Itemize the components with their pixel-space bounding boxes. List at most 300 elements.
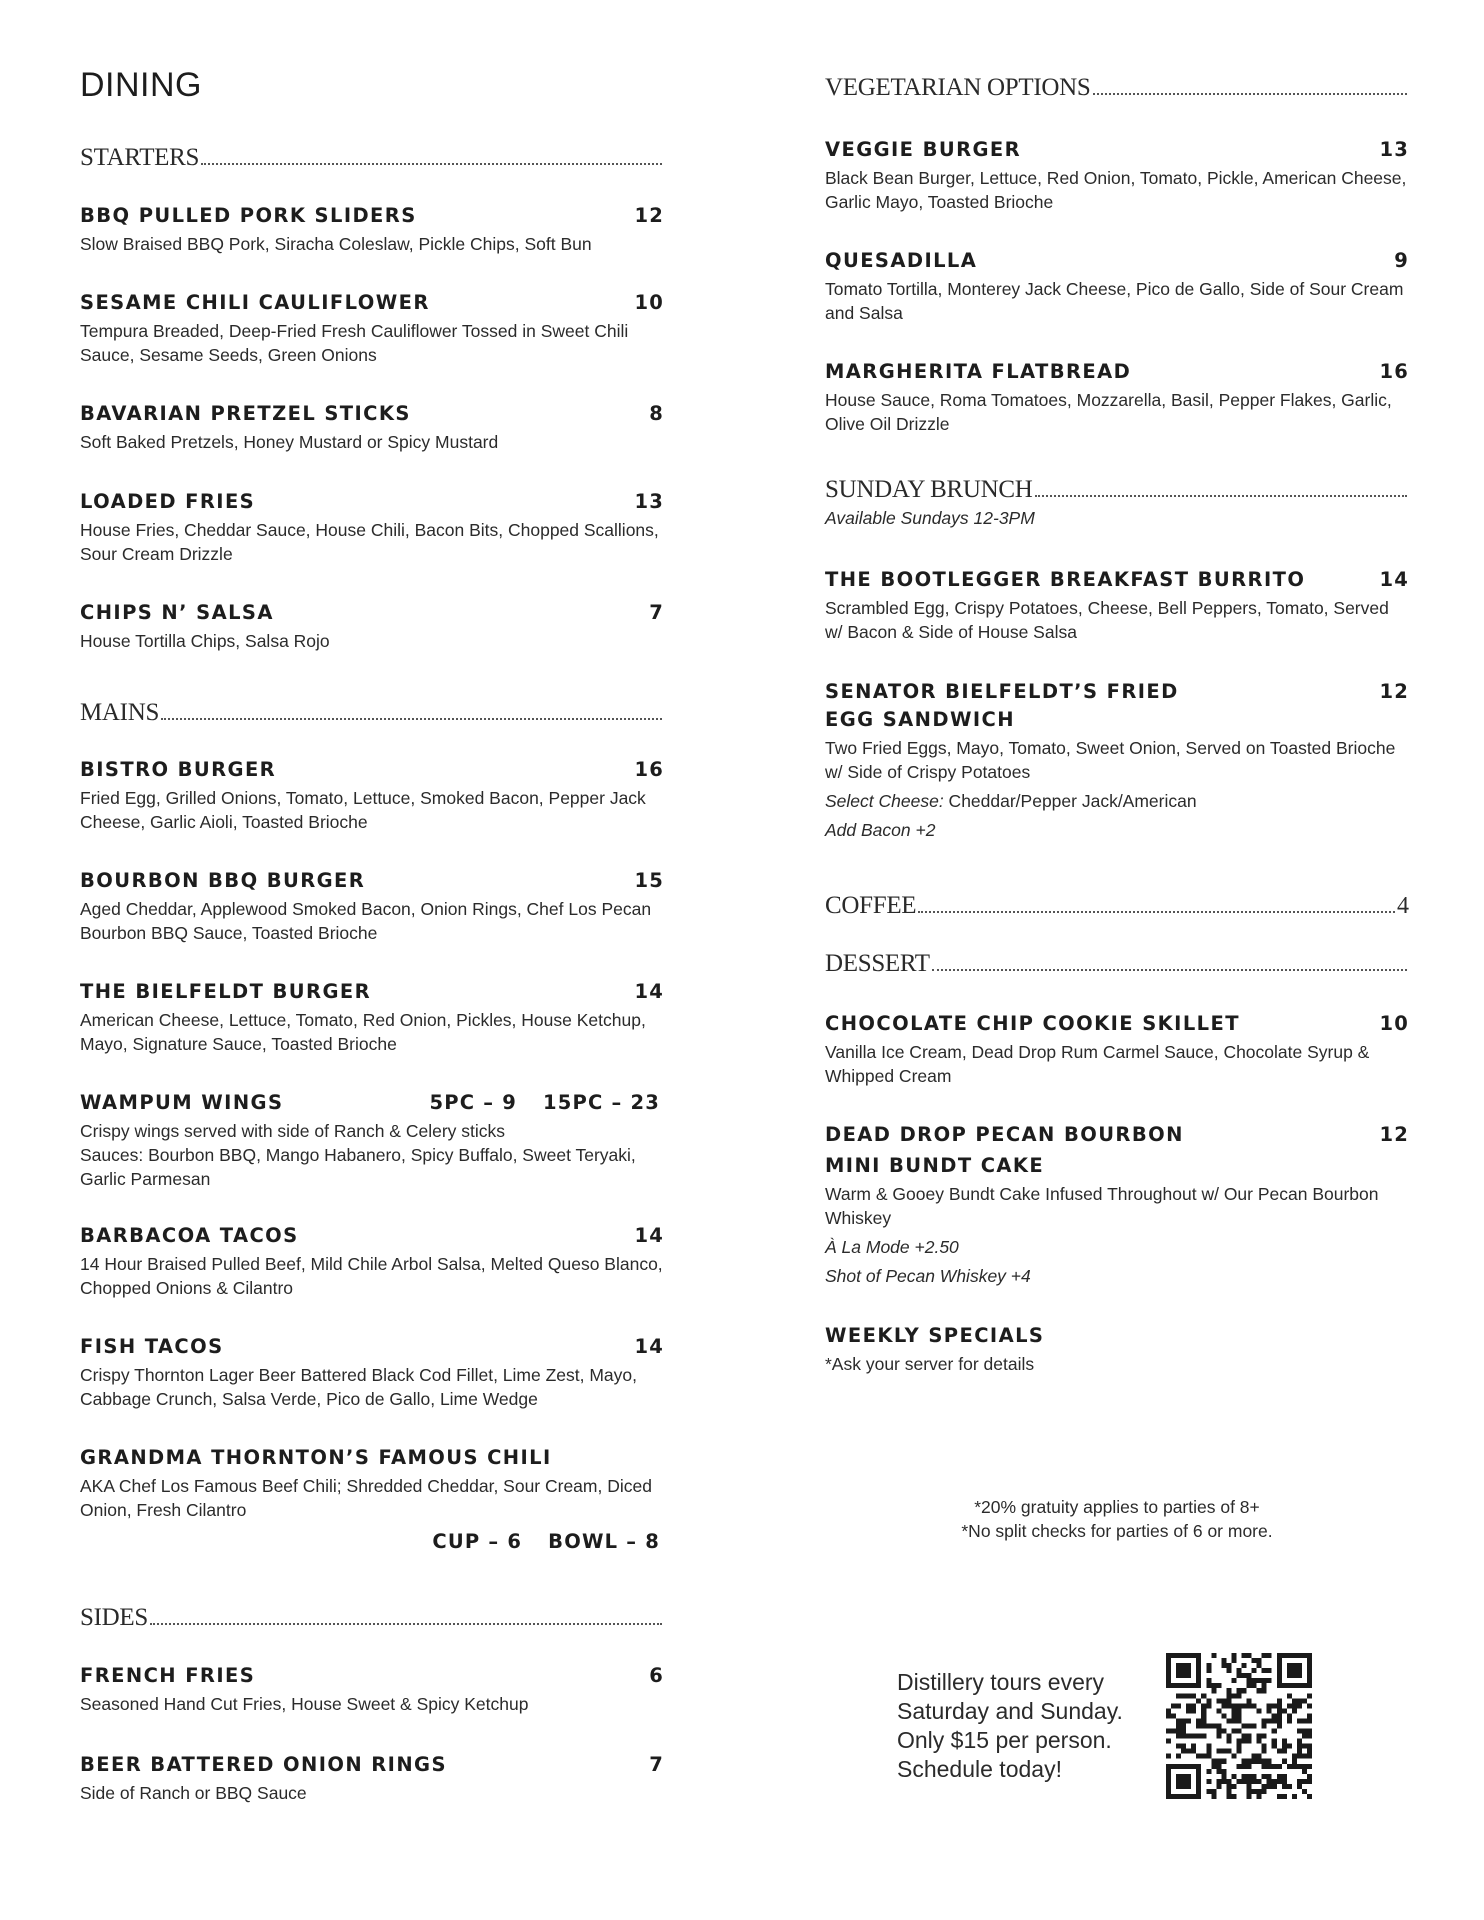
qr-module: [1216, 1779, 1221, 1784]
qr-module: [1211, 1683, 1216, 1688]
qr-module: [1171, 1729, 1176, 1734]
section-title: MAINS: [80, 699, 160, 726]
section-title: DESSERT: [825, 950, 930, 977]
item-price: 10: [634, 291, 664, 314]
qr-module: [1262, 1759, 1267, 1764]
qr-module: [1226, 1794, 1231, 1799]
brunch-availability: Available Sundays 12-3PM: [825, 508, 1035, 528]
qr-module: [1257, 1739, 1262, 1744]
qr-module: [1292, 1703, 1297, 1708]
qr-module: [1282, 1744, 1287, 1749]
qr-module: [1282, 1774, 1287, 1779]
qr-module: [1307, 1764, 1312, 1769]
qr-module: [1211, 1789, 1216, 1794]
qr-module: [1221, 1774, 1226, 1779]
qr-module: [1247, 1683, 1252, 1688]
qr-module: [1277, 1779, 1282, 1784]
qr-module: [1176, 1703, 1181, 1708]
menu-item: [825, 136, 1409, 214]
qr-module: [1211, 1688, 1216, 1693]
qr-module: [1292, 1708, 1297, 1713]
menu-item: [80, 1751, 664, 1805]
item-price: 13: [1379, 138, 1409, 161]
qr-module: [1302, 1769, 1307, 1774]
qr-module: [1221, 1698, 1226, 1703]
item-name: GRANDMA THORNTON’S FAMOUS CHILI: [80, 1446, 552, 1469]
qr-module: [1231, 1658, 1236, 1663]
qr-module: [1262, 1678, 1267, 1683]
qr-module: [1307, 1718, 1312, 1723]
qr-module: [1236, 1739, 1241, 1744]
qr-module: [1292, 1759, 1297, 1764]
qr-module: [1282, 1739, 1287, 1744]
qr-module: [1267, 1678, 1272, 1683]
qr-module: [1236, 1673, 1241, 1678]
qr-module: [1262, 1668, 1267, 1673]
leader-dots: [150, 1623, 662, 1625]
qr-module: [1226, 1739, 1231, 1744]
item-description: Side of Ranch or BBQ Sauce: [80, 1783, 307, 1803]
qr-module: [1252, 1779, 1257, 1784]
qr-module: [1206, 1749, 1211, 1754]
qr-module: [1257, 1759, 1262, 1764]
item-price: 9: [1394, 249, 1409, 272]
qr-module: [1211, 1794, 1216, 1799]
qr-module: [1231, 1708, 1236, 1713]
qr-module: [1221, 1749, 1226, 1754]
qr-module: [1236, 1718, 1241, 1723]
qr-module: [1262, 1774, 1267, 1779]
qr-module: [1231, 1784, 1236, 1789]
qr-module: [1307, 1713, 1312, 1718]
qr-module: [1181, 1749, 1186, 1754]
qr-module: [1252, 1683, 1257, 1688]
qr-module: [1181, 1744, 1186, 1749]
qr-module: [1272, 1779, 1277, 1784]
chili-prices: [80, 1528, 664, 1556]
qr-module: [1257, 1794, 1262, 1799]
item-description: Fried Egg, Grilled Onions, Tomato, Lettuce, Smoked Bacon, Pepper Jack Cheese, Garlic Aioli, Toasted Brioche: [80, 788, 646, 832]
qr-module: [1236, 1703, 1241, 1708]
item-description: House Tortilla Chips, Salsa Rojo: [80, 631, 330, 651]
item-name-line2: MINI BUNDT CAKE: [825, 1154, 1045, 1177]
qr-module: [1267, 1718, 1272, 1723]
qr-module: [1297, 1729, 1302, 1734]
qr-module: [1277, 1698, 1282, 1703]
qr-module: [1186, 1703, 1191, 1708]
item-price: 7: [649, 1753, 664, 1776]
qr-module: [1307, 1779, 1312, 1784]
qr-module: [1272, 1744, 1277, 1749]
item-description: American Cheese, Lettuce, Tomato, Red Onion, Pickles, House Ketchup, Mayo, Signature Sauce, Toasted Brioche: [80, 1010, 646, 1054]
qr-module: [1201, 1718, 1206, 1723]
qr-module: [1206, 1678, 1211, 1683]
qr-module: [1277, 1703, 1282, 1708]
section-dessert: [825, 944, 1409, 978]
qr-module: [1231, 1693, 1236, 1698]
item-name: WEEKLY SPECIALS: [825, 1324, 1045, 1347]
leader-dots: [161, 718, 662, 720]
qr-module: [1287, 1744, 1292, 1749]
qr-module: [1247, 1764, 1252, 1769]
qr-module: [1252, 1658, 1257, 1663]
qr-module: [1226, 1734, 1231, 1739]
item-sauces: Sauces: Bourbon BBQ, Mango Habanero, Spicy Buffalo, Sweet Teryaki, Garlic Parmesan: [80, 1145, 636, 1189]
qr-module: [1242, 1673, 1247, 1678]
item-name: SESAME CHILI CAULIFLOWER: [80, 291, 430, 314]
section-title: COFFEE: [825, 892, 917, 919]
qr-module: [1221, 1663, 1226, 1668]
qr-module: [1191, 1749, 1196, 1754]
qr-module: [1206, 1668, 1211, 1673]
qr-module: [1181, 1693, 1186, 1698]
qr-module: [1231, 1653, 1236, 1658]
qr-module: [1277, 1723, 1282, 1728]
qr-module: [1176, 1744, 1181, 1749]
item-description: Aged Cheddar, Applewood Smoked Bacon, Onion Rings, Chef Los Pecan Bourbon BBQ Sauce, Toasted Brioche: [80, 899, 652, 943]
qr-module: [1186, 1693, 1191, 1698]
qr-module: [1181, 1729, 1186, 1734]
qr-module: [1267, 1668, 1272, 1673]
qr-module: [1257, 1789, 1262, 1794]
qr-module: [1226, 1698, 1231, 1703]
item-price: 16: [1379, 360, 1409, 383]
qr-module: [1176, 1723, 1181, 1728]
qr-module: [1231, 1718, 1236, 1723]
qr-module: [1226, 1688, 1231, 1693]
item-description: Scrambled Egg, Crispy Potatoes, Cheese, Bell Peppers, Tomato, Served w/ Bacon & Side of House Salsa: [825, 598, 1389, 642]
qr-module: [1186, 1708, 1191, 1713]
qr-module: [1201, 1713, 1206, 1718]
leader-dots: [932, 969, 1407, 971]
cheese-selection: [825, 789, 1409, 813]
qr-module: [1257, 1734, 1262, 1739]
qr-module: [1292, 1698, 1297, 1703]
qr-module: [1231, 1729, 1236, 1734]
qr-module: [1267, 1703, 1272, 1708]
qr-module: [1216, 1759, 1221, 1764]
qr-module: [1211, 1764, 1216, 1769]
qr-module: [1302, 1764, 1307, 1769]
qr-module: [1267, 1784, 1272, 1789]
qr-module: [1277, 1764, 1282, 1769]
item-description: Warm & Gooey Bundt Cake Infused Throughout w/ Our Pecan Bourbon Whiskey: [825, 1184, 1379, 1228]
item-description: AKA Chef Los Famous Beef Chili; Shredded Cheddar, Sour Cream, Diced Onion, Fresh Cilantro: [80, 1476, 652, 1520]
qr-module: [1242, 1779, 1247, 1784]
item-name: THE BIELFELDT BURGER: [80, 980, 371, 1003]
qr-module: [1307, 1754, 1312, 1759]
qr-module: [1186, 1749, 1191, 1754]
section-sunday-brunch: [825, 470, 1409, 504]
item-price: 14: [634, 1335, 664, 1358]
menu-item: [825, 358, 1409, 436]
tours-line: Only $15 per person.: [897, 1727, 1112, 1753]
qr-module: [1272, 1739, 1277, 1744]
tours-line: Saturday and Sunday.: [897, 1698, 1123, 1724]
qr-module: [1196, 1698, 1201, 1703]
qr-module: [1201, 1734, 1206, 1739]
qr-module: [1287, 1764, 1292, 1769]
qr-module: [1262, 1653, 1267, 1658]
qr-module: [1252, 1668, 1257, 1673]
qr-module: [1176, 1693, 1181, 1698]
qr-module: [1181, 1734, 1186, 1739]
qr-module: [1247, 1759, 1252, 1764]
qr-module: [1302, 1754, 1307, 1759]
qr-module: [1206, 1744, 1211, 1749]
menu-item: [825, 566, 1409, 644]
qr-module: [1297, 1779, 1302, 1784]
item-price: 6: [649, 1664, 664, 1687]
qr-module: [1211, 1653, 1216, 1658]
qr-module: [1176, 1729, 1181, 1734]
item-price: CUP – 6: [432, 1530, 523, 1553]
menu-item-cake: [825, 1121, 1409, 1288]
qr-module: [1247, 1739, 1252, 1744]
qr-module: [1201, 1754, 1206, 1759]
qr-module: [1236, 1749, 1241, 1754]
section-title: STARTERS: [80, 144, 200, 171]
qr-module: [1166, 1754, 1171, 1759]
qr-module: [1272, 1718, 1277, 1723]
item-description: Two Fried Eggs, Mayo, Tomato, Sweet Onion, Served on Toasted Brioche w/ Side of Crispy Potatoes: [825, 738, 1396, 782]
qr-module: [1242, 1734, 1247, 1739]
qr-module: [1297, 1739, 1302, 1744]
qr-module: [1206, 1663, 1211, 1668]
qr-module: [1262, 1789, 1267, 1794]
policy-notes: [825, 1495, 1409, 1543]
menu-item: [80, 400, 664, 454]
qr-module: [1231, 1713, 1236, 1718]
qr-module: [1221, 1729, 1226, 1734]
qr-module: [1267, 1708, 1272, 1713]
qr-module: [1307, 1744, 1312, 1749]
qr-module: [1171, 1703, 1176, 1708]
item-name: BEER BATTERED ONION RINGS: [80, 1753, 447, 1776]
qr-module: [1236, 1779, 1241, 1784]
item-name: CHIPS N’ SALSA: [80, 601, 274, 624]
qr-module: [1247, 1678, 1252, 1683]
qr-module: [1221, 1779, 1226, 1784]
item-price: 5PC – 9: [429, 1091, 517, 1114]
qr-module: [1236, 1708, 1241, 1713]
section-title: SIDES: [80, 1604, 148, 1631]
qr-module: [1247, 1698, 1252, 1703]
qr-module: [1216, 1683, 1221, 1688]
section-sides: [80, 1598, 664, 1632]
qr-module: [1307, 1749, 1312, 1754]
qr-module: [1226, 1718, 1231, 1723]
qr-module: [1297, 1718, 1302, 1723]
item-price: 15PC – 23: [542, 1091, 660, 1114]
item-name: BOURBON BBQ BURGER: [80, 869, 366, 892]
qr-module: [1302, 1718, 1307, 1723]
qr-module: [1282, 1708, 1287, 1713]
qr-module: [1247, 1779, 1252, 1784]
item-name: VEGGIE BURGER: [825, 138, 1022, 161]
qr-module: [1257, 1708, 1262, 1713]
item-description: Black Bean Burger, Lettuce, Red Onion, Tomato, Pickle, American Cheese, Garlic Mayo, Toasted Brioche: [825, 168, 1407, 212]
qr-module: [1201, 1693, 1206, 1698]
qr-module: [1247, 1723, 1252, 1728]
qr-module: [1292, 1764, 1297, 1769]
item-name: BISTRO BURGER: [80, 758, 277, 781]
qr-module: [1201, 1723, 1206, 1728]
qr-module: [1206, 1683, 1211, 1688]
qr-module: [1216, 1769, 1221, 1774]
qr-module: [1257, 1779, 1262, 1784]
qr-module: [1247, 1784, 1252, 1789]
item-name: LOADED FRIES: [80, 490, 256, 513]
item-name: BBQ PULLED PORK SLIDERS: [80, 204, 417, 227]
qr-module: [1267, 1653, 1272, 1658]
qr-module: [1166, 1739, 1171, 1744]
qr-module: [1302, 1734, 1307, 1739]
qr-module: [1262, 1784, 1267, 1789]
qr-module: [1272, 1703, 1277, 1708]
qr-module: [1272, 1764, 1277, 1769]
qr-module: [1166, 1713, 1171, 1718]
qr-module: [1242, 1723, 1247, 1728]
cheese-options: Cheddar/Pepper Jack/American: [943, 791, 1197, 811]
qr-module: [1242, 1688, 1247, 1693]
item-name: QUESADILLA: [825, 249, 978, 272]
qr-module: [1257, 1678, 1262, 1683]
qr-module: [1176, 1754, 1181, 1759]
qr-module: [1252, 1678, 1257, 1683]
item-price: 13: [634, 490, 664, 513]
qr-module: [1247, 1734, 1252, 1739]
menu-item: [80, 1222, 664, 1300]
section-mains: [80, 693, 664, 727]
menu-item-chili: [80, 1444, 664, 1556]
menu-item: [80, 756, 664, 834]
item-price: 14: [1379, 568, 1409, 591]
qr-module: [1247, 1703, 1252, 1708]
qr-module: [1221, 1713, 1226, 1718]
qr-module: [1297, 1744, 1302, 1749]
item-description: Crispy wings served with side of Ranch & Celery sticks: [80, 1121, 506, 1141]
qr-module: [1206, 1789, 1211, 1794]
qr-module: [1231, 1774, 1236, 1779]
qr-module: [1166, 1729, 1171, 1734]
qr-module: [1297, 1784, 1302, 1789]
item-price: 7: [649, 601, 664, 624]
qr-module: [1307, 1794, 1312, 1799]
qr-module: [1277, 1794, 1282, 1799]
qr-module: [1257, 1663, 1262, 1668]
menu-item: [80, 488, 664, 566]
qr-module: [1252, 1789, 1257, 1794]
split-check-note: *No split checks for parties of 6 or more.: [961, 1521, 1273, 1541]
qr-module: [1262, 1744, 1267, 1749]
qr-module: [1307, 1703, 1312, 1708]
qr-module: [1267, 1764, 1272, 1769]
qr-module: [1302, 1729, 1307, 1734]
qr-module: [1196, 1734, 1201, 1739]
qr-module: [1307, 1774, 1312, 1779]
qr-code-icon[interactable]: [1166, 1653, 1312, 1799]
item-name: CHOCOLATE CHIP COOKIE SKILLET: [825, 1012, 1240, 1035]
qr-module: [1257, 1688, 1262, 1693]
qr-module: [1242, 1764, 1247, 1769]
qr-module: [1226, 1668, 1231, 1673]
item-name: SENATOR BIELFELDT’S FRIED: [825, 680, 1179, 703]
qr-module: [1196, 1718, 1201, 1723]
qr-module: [1191, 1734, 1196, 1739]
qr-module: [1236, 1729, 1241, 1734]
qr-module: [1206, 1754, 1211, 1759]
item-name: WAMPUM WINGS: [80, 1091, 284, 1114]
item-description: Crispy Thornton Lager Beer Battered Black Cod Fillet, Lime Zest, Mayo, Cabbage Crunch, Salsa Verde, Pico de Gallo, Lime Wedge: [80, 1365, 638, 1409]
qr-module: [1211, 1723, 1216, 1728]
qr-module: [1247, 1673, 1252, 1678]
qr-module: [1191, 1708, 1196, 1713]
section-coffee: [825, 886, 1409, 920]
qr-module: [1226, 1779, 1231, 1784]
qr-module: [1221, 1759, 1226, 1764]
qr-module: [1226, 1749, 1231, 1754]
qr-module: [1297, 1698, 1302, 1703]
qr-module: [1191, 1693, 1196, 1698]
qr-module: [1297, 1703, 1302, 1708]
qr-module: [1277, 1713, 1282, 1718]
qr-module: [1292, 1794, 1297, 1799]
qr-module: [1231, 1703, 1236, 1708]
qr-module: [1252, 1703, 1257, 1708]
item-price: 12: [1379, 680, 1409, 703]
item-description: Vanilla Ice Cream, Dead Drop Rum Carmel Sauce, Chocolate Syrup & Whipped Cream: [825, 1042, 1370, 1086]
qr-module: [1196, 1723, 1201, 1728]
qr-module: [1277, 1749, 1282, 1754]
qr-module: [1216, 1723, 1221, 1728]
qr-module: [1201, 1703, 1206, 1708]
qr-module: [1221, 1703, 1226, 1708]
qr-module: [1287, 1784, 1292, 1789]
qr-module: [1267, 1779, 1272, 1784]
item-name: FISH TACOS: [80, 1335, 224, 1358]
qr-module: [1231, 1794, 1236, 1799]
qr-module: [1282, 1749, 1287, 1754]
qr-module: [1231, 1678, 1236, 1683]
qr-module: [1282, 1779, 1287, 1784]
qr-module: [1242, 1653, 1247, 1658]
qr-module: [1247, 1774, 1252, 1779]
qr-module: [1216, 1729, 1221, 1734]
qr-module: [1287, 1718, 1292, 1723]
qr-module: [1216, 1698, 1221, 1703]
menu-item-sandwich: [825, 678, 1409, 842]
item-name: MARGHERITA FLATBREAD: [825, 360, 1132, 383]
qr-module: [1176, 1734, 1181, 1739]
menu-item: [80, 1333, 664, 1411]
leader-dots: [918, 911, 1395, 913]
qr-module: [1302, 1698, 1307, 1703]
item-price: 8: [649, 402, 664, 425]
qr-module: [1292, 1754, 1297, 1759]
qr-module: [1262, 1718, 1267, 1723]
item-price: BOWL – 8: [548, 1530, 660, 1553]
qr-module: [1307, 1729, 1312, 1734]
qr-module: [1196, 1754, 1201, 1759]
qr-module: [1262, 1723, 1267, 1728]
qr-module: [1216, 1784, 1221, 1789]
qr-module: [1206, 1723, 1211, 1728]
qr-module: [1242, 1774, 1247, 1779]
qr-module: [1191, 1703, 1196, 1708]
qr-module: [1247, 1789, 1252, 1794]
qr-module: [1216, 1708, 1221, 1713]
